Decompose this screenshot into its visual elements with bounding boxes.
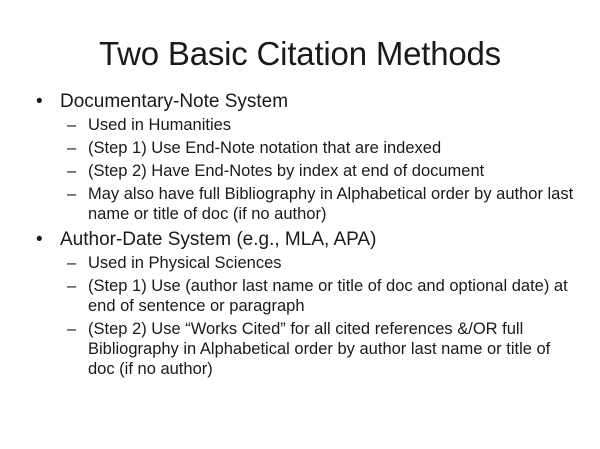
bullet-marker: • [36,91,43,112]
sub-item [30,276,575,316]
sub-item [30,115,575,135]
sub-item-text: (Step 2) Have End-Notes by index at end of document [88,162,485,180]
sub-list-documentary-note [30,115,575,224]
slide-content [30,90,575,383]
sub-item-text: (Step 1) Use End-Note notation that are indexed [88,139,442,157]
bullet-marker: • [36,229,43,250]
dash-marker: – [67,254,77,272]
sub-item [30,138,575,158]
bullet-text: Documentary-Note System [60,91,289,112]
sub-item [30,161,575,181]
sub-item-text: (Step 1) Use (author last name or title of doc and optional date) at end of sentence or paragraph [88,277,568,315]
dash-marker: – [67,162,77,180]
slide-title: Two Basic Citation Methods [99,35,501,72]
dash-marker: – [67,185,77,203]
sub-item-text: Used in Physical Sciences [88,254,282,272]
dash-marker: – [67,139,77,157]
sub-list-author-date [30,253,575,379]
sub-item-text: May also have full Bibliography in Alphabetical order by author last name or title of doc (if no author) [88,185,574,223]
dash-marker: – [67,116,77,134]
sub-item [30,253,575,273]
dash-marker: – [67,320,77,338]
sub-item-text: (Step 2) Use “Works Cited” for all cited references &/OR full Bibliography in Alphabetical order by author last name or title of doc (if no author) [88,320,551,378]
dash-marker: – [67,277,77,295]
bullet-author-date [30,228,575,252]
sub-item [30,319,575,379]
sub-item-text: Used in Humanities [88,116,232,134]
sub-item [30,184,575,224]
bullet-text: Author-Date System (e.g., MLA, APA) [60,229,377,250]
bullet-documentary-note [30,90,575,114]
